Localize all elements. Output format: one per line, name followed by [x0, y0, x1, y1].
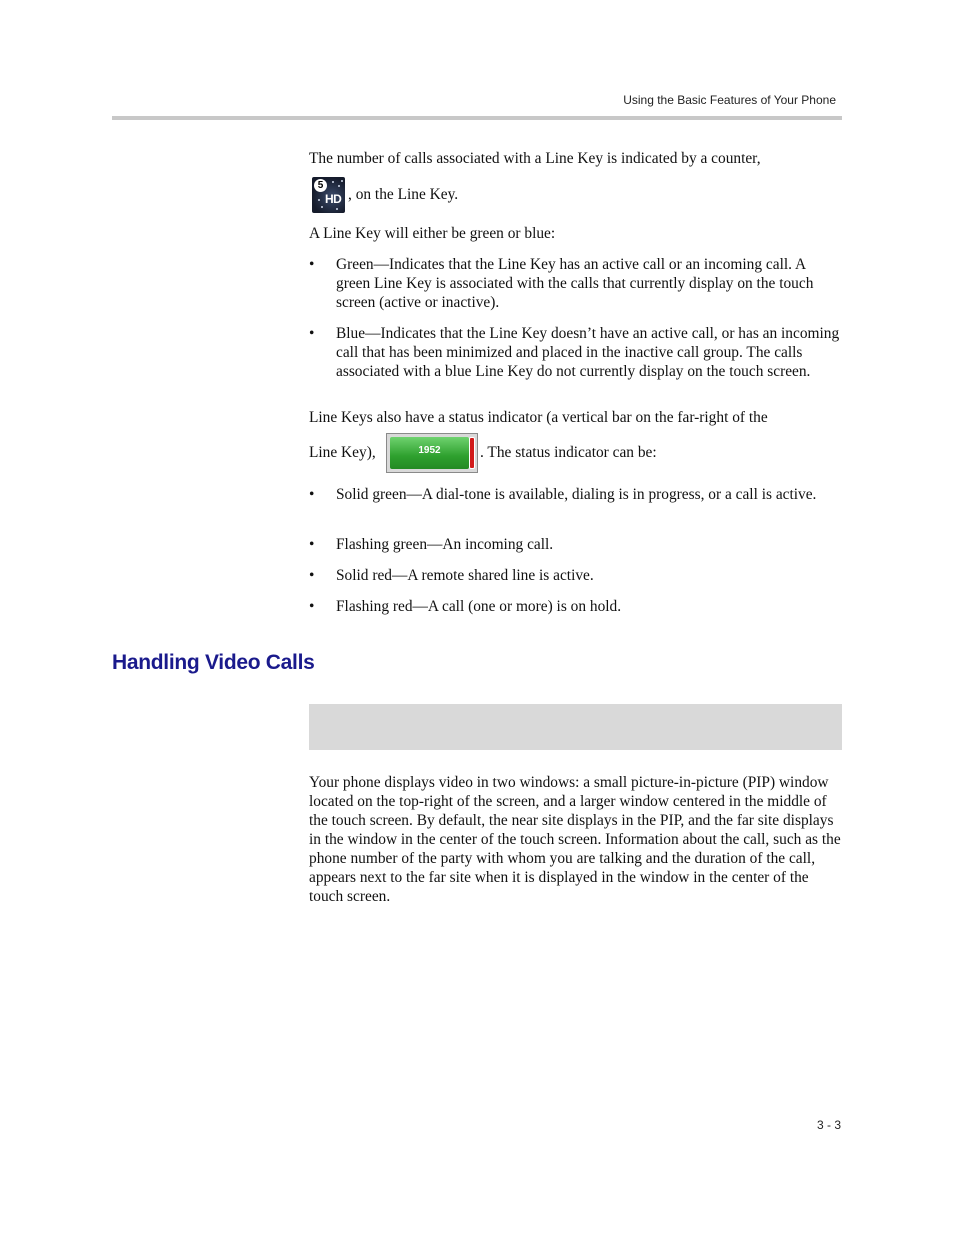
bullet-text: Solid red—A remote shared line is active. [336, 567, 594, 584]
list-item [309, 324, 842, 381]
bullet-dot: • [309, 598, 315, 615]
bullet-text: Flashing green—An incoming call. [336, 536, 554, 553]
colors-intro: A Line Key will either be green or blue: [309, 225, 556, 242]
status-indicator-bar [469, 437, 475, 469]
list-item [309, 597, 842, 616]
list-item [309, 485, 842, 504]
running-head: Using the Basic Features of Your Phone [623, 93, 836, 107]
bullet-text: Blue—Indicates that the Line Key doesn’t have an active call, or has an incoming call that has been minimized and placed in the inactive call group. The calls associated with a blue Line Key do not currently display on the touch screen. [336, 325, 840, 380]
page-number: 3 - 3 [816, 1118, 841, 1132]
bullet-text: Green—Indicates that the Line Key has an active call or an incoming call. A green Line Key is associated with the calls that currently display on the touch screen (active or inactive). [336, 256, 814, 311]
bullet-text: Flashing red—A call (one or more) is on hold. [336, 598, 622, 615]
line-key-counter-icon [312, 177, 345, 213]
line-key-label: 1952 [418, 445, 441, 456]
line-key-body [390, 437, 469, 469]
counter-paragraph-tail: , on the Line Key. [348, 186, 459, 203]
status-paragraph-end: . The status indicator can be: [480, 444, 657, 461]
list-item [309, 255, 842, 312]
bullet-dot: • [309, 325, 315, 342]
line-key-status-icon [386, 433, 478, 473]
hd-label: HD [325, 192, 342, 206]
bullet-dot: • [309, 486, 315, 503]
status-paragraph-start: Line Key), [309, 444, 376, 461]
counter-number: 5 [314, 179, 327, 192]
bullet-text: Solid green—A dial-tone is available, dialing is in progress, or a call is active. [336, 486, 817, 503]
counter-paragraph: The number of calls associated with a Line Key is indicated by a counter, [309, 150, 761, 167]
list-item [309, 566, 842, 585]
section-title: Handling Video Calls [112, 651, 315, 674]
status-paragraph: Line Keys also have a status indicator (a vertical bar on the far-right of the [309, 409, 768, 426]
list-item [309, 535, 842, 554]
note-box [309, 704, 842, 750]
bullet-dot: • [309, 567, 315, 584]
bullet-dot: • [309, 256, 315, 273]
video-paragraph: Your phone displays video in two windows: a small picture-in-picture (PIP) window located on the top-right of the screen, and a larger window centered in the middle of the touch screen. By default, the near site displays in the PIP, and the far site displays in the window in the center of the touch screen. Information about the call, such as the phone number of the party with whom you are talking and the duration of the call, appears next to the far site when it is displayed in the window in the center of the touch screen. [309, 774, 841, 905]
bullet-dot: • [309, 536, 315, 553]
header-rule [112, 116, 842, 120]
